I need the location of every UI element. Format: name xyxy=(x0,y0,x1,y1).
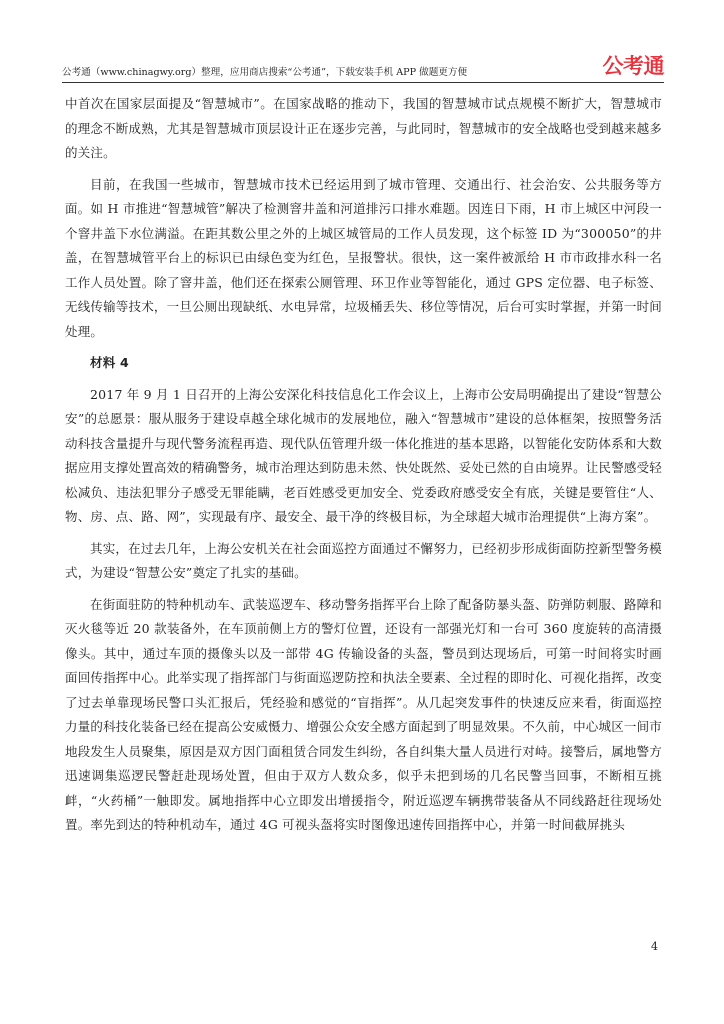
page-header xyxy=(62,50,664,83)
paragraph-2: 目前，在我国一些城市，智慧城市技术已经运用到了城市管理、交通出行、社会治安、公共服务等方面。如 H 市推进“智慧城管”解决了检测窨井盖和河道排污口排水难题。因连日下雨，H 市上城区中河段一个窨井盖下水位满溢。在距其数公里之外的上城区城管局的工作人员发现，这个标签 ID 为“300050”的井盖，在智慧城管平台上的标识已由绿色变为红色，呈报警状。很快，这一案件被派给 H 市市政排水科一名工作人员处置。除了窨井盖，他们还在探索公厕管理、环卫作业等智能化，通过 GPS 定位器、电子标签、无线传输等技术，一旦公厕出现缺纸、水电异常，垃圾桶丢失、移位等情况，后台可实时掌握，并第一时间处理。 xyxy=(65,176,662,339)
paragraph-5: 在街面驻防的特种机动车、武装巡逻车、移动警务指挥平台上除了配备防暴头盔、防弹防刺服、路障和灭火毯等近 20 款装备外，在车顶前侧上方的警灯位置，还设有一部强光灯和一台可 360 度旋转的高清摄像头。其中，通过车顶的摄像头以及一部带 4G 传输设备的头盔，警员到达现场后，可第一时间将实时画面回传指挥中心。此举实现了指挥部门与街面巡逻防控和执法全要素、全过程的即时化、可视化指挥，改变了过去单靠现场民警口头汇报后，凭经验和感觉的“盲指挥”。从几起突发事件的快速反应来看，街面巡控力量的科技化装备已经在提高公安威慑力、增强公众安全感方面起到了明显效果。不久前，中心城区一间市地段发生人员聚集，原因是双方因门面租赁合同发生纠纷，各自纠集大量人员进行对峙。接警后，属地警方迅速调集巡逻民警赶赴现场处置，但由于双方人数众多，似乎未把到场的几名民警当回事，不断相互挑衅，“火药桶”一触即发。属地指挥中心立即发出增援指令，附近巡逻车辆携带装备从不同线路赶往现场处置。率先到达的特种机动车，通过 4G 可视头盔将实时图像迅速传回指挥中心，并第一时间截屏挑头 xyxy=(65,596,662,832)
header-text: 公考通（www.chinagwy.org）整理，应用商店搜索“公考通”，下载安装手机 APP 做题更方便 xyxy=(62,67,468,78)
gongkaotong-logo: 公考通 xyxy=(602,54,664,78)
paragraph-4: 其实，在过去几年，上海公安机关在社会面巡控方面通过不懈努力，已经初步形成街面防控新型警务模式，为建设“智慧公安”奠定了扎实的基础。 xyxy=(65,540,662,580)
section-heading: 材料 4 xyxy=(90,355,129,370)
page-number: 4 xyxy=(651,940,658,953)
paragraph-3: 2017 年 9 月 1 日召开的上海公安深化科技信息化工作会议上，上海市公安局明确提出了建设“智慧公安”的总愿景：服从服务于建设卓越全球化城市的发展地位，融入“智慧城市”建设的总体框架，按照警务活动科技含量提升与现代警务流程再造、现代队伍管理升级一体化推进的基本思路，以智能化安防体系和大数据应用支撑处置高效的精确警务，城市治理达到防患未然、快处既然、妥处已然的自由境界。让民警感受轻松减负、违法犯罪分子感受无罪能瞒，老百姓感受更加安全、党委政府感受安全有底，关键是要管住“人、物、房、点、路、网”，实现最有序、最安全、最干净的终极目标，为全球超大城市治理提供“上海方案”。 xyxy=(65,386,662,524)
document-body xyxy=(65,92,662,845)
paragraph-1: 中首次在国家层面提及“智慧城市”。在国家战略的推动下，我国的智慧城市试点规模不断扩大，智慧城市的理念不断成熟，尤其是智慧城市顶层设计正在逐步完善，与此同时，智慧城市的安全战略也受到越来越多的关注。 xyxy=(65,96,662,160)
